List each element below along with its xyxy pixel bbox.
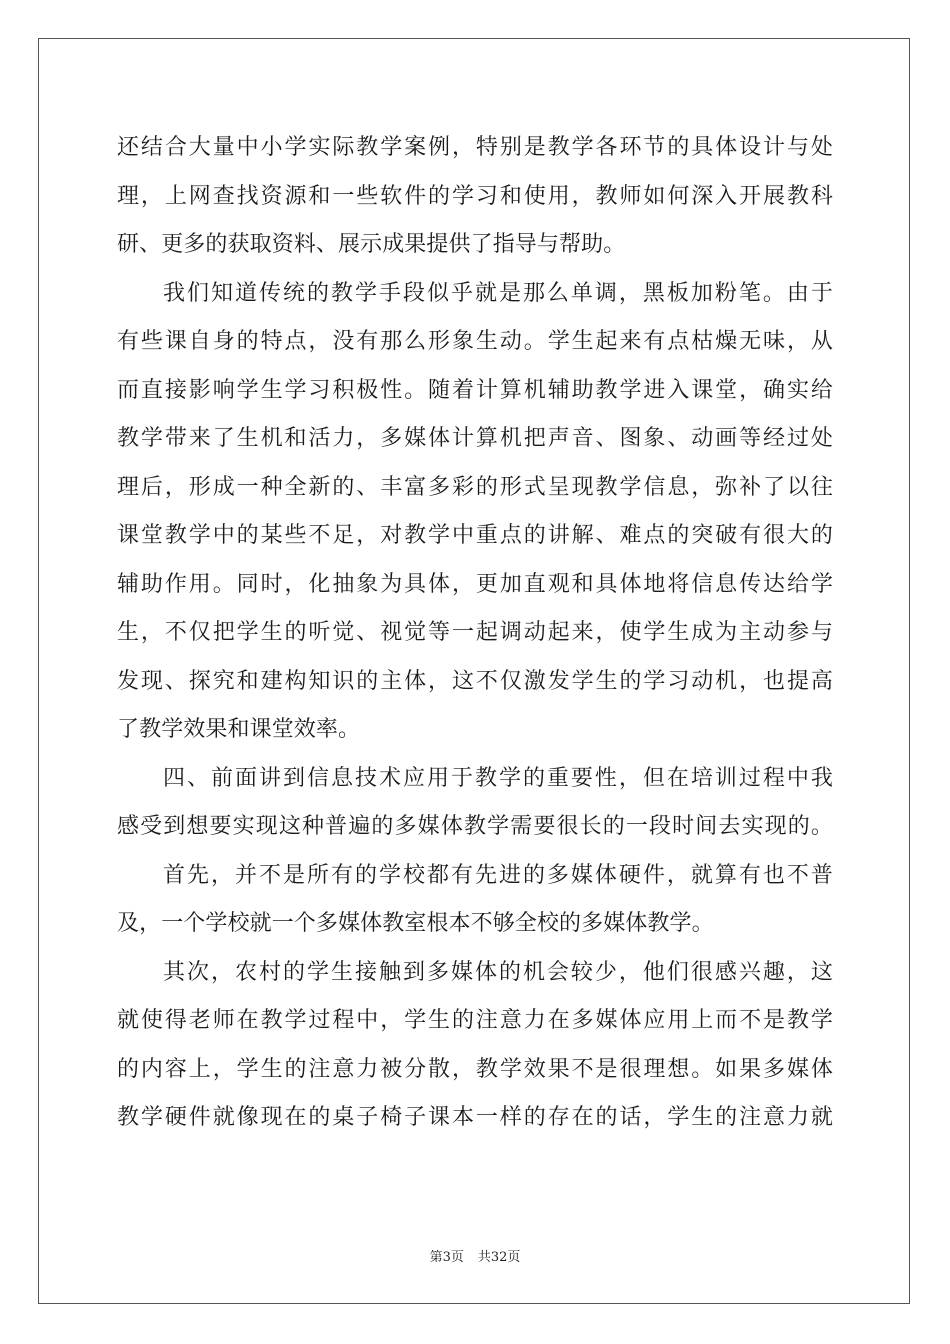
text-line: 了教学效果和课堂效率。 <box>117 717 361 742</box>
page-number: 第3页 <box>429 1250 464 1265</box>
page-total: 共32页 <box>477 1250 521 1265</box>
text-line: 教学硬件就像现在的桌子椅子课本一样的存在的话，学生的注意力就 <box>117 1105 833 1130</box>
text-line: 的内容上，学生的注意力被分散，教学效果不是很理想。如果多媒体 <box>117 1056 833 1082</box>
text-line: 就使得老师在教学过程中，学生的注意力在多媒体应用上而不是教学 <box>117 1008 833 1033</box>
text-line: 生，不仅把学生的听觉、视觉等一起调动起来，使学生成为主动参与 <box>117 620 833 645</box>
text-line: 感受到想要实现这种普遍的多媒体教学需要很长的一段时间去实现的。 <box>117 814 833 839</box>
text-line: 首先，并不是所有的学校都有先进的多媒体硬件，就算有也不普 <box>163 862 833 888</box>
text-line: 发现、探究和建构知识的主体，这不仅激发学生的学习动机，也提高 <box>117 668 833 694</box>
text-line: 理后，形成一种全新的、丰富多彩的形式呈现教学信息，弥补了以往 <box>117 474 833 500</box>
document-body <box>117 124 833 1143</box>
text-line: 及，一个学校就一个多媒体教室根本不够全校的多媒体教学。 <box>117 911 714 936</box>
text-line: 理，上网查找资源和一些软件的学习和使用，教师如何深入开展教科 <box>117 183 833 209</box>
text-line: 课堂教学中的某些不足，对教学中重点的讲解、难点的突破有很大的 <box>117 523 833 548</box>
text-line: 辅助作用。同时，化抽象为具体，更加直观和具体地将信息传达给学 <box>117 571 833 597</box>
text-line: 还结合大量中小学实际教学案例，特别是教学各环节的具体设计与处 <box>117 135 833 160</box>
page-footer <box>0 1246 950 1265</box>
text-line: 四、前面讲到信息技术应用于教学的重要性，但在培训过程中我 <box>163 765 833 791</box>
text-line: 而直接影响学生学习积极性。随着计算机辅助教学进入课堂，确实给 <box>117 377 833 403</box>
text-line: 我们知道传统的教学手段似乎就是那么单调，黑板加粉笔。由于 <box>163 280 833 306</box>
text-line: 其次，农村的学生接触到多媒体的机会较少，他们很感兴趣，这 <box>163 959 833 985</box>
text-line: 有些课自身的特点，没有那么形象生动。学生起来有点枯燥无味，从 <box>117 329 833 354</box>
text-line: 教学带来了生机和活力，多媒体计算机把声音、图象、动画等经过处 <box>117 426 833 451</box>
text-line: 研、更多的获取资料、展示成果提供了指导与帮助。 <box>117 232 626 257</box>
